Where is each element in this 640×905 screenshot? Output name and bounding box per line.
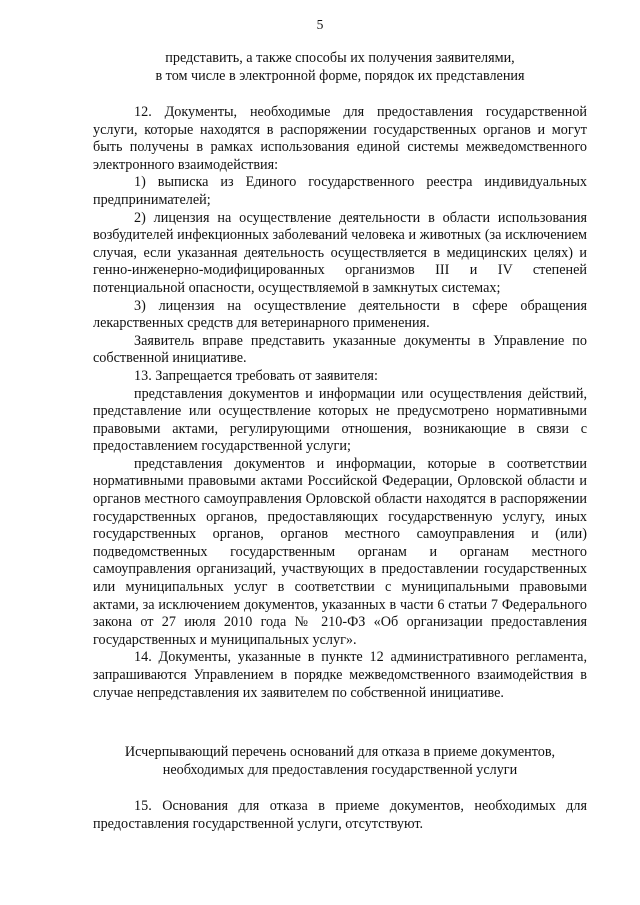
paragraph-12: 12. Документы, необходимые для предоставления государственной услуги, которые находятся в распоряжении государственных органов и могут быть получены в рамках использования единой системы межведомственного электронного взаимодействия: bbox=[93, 104, 587, 173]
page-number: 5 bbox=[316, 17, 324, 32]
paragraph-13: 13. Запрещается требовать от заявителя: bbox=[134, 367, 378, 384]
section-heading-intro bbox=[93, 50, 587, 85]
heading-line: Исчерпывающий перечень оснований для отказа в приеме документов, bbox=[124, 744, 556, 760]
paragraph-applicant-right: Заявитель вправе представить указанные документы в Управление по собственной инициативе. bbox=[93, 332, 587, 367]
paragraph-14: 14. Документы, указанные в пункте 12 административного регламента, запрашиваются Управлением в порядке межведомственного взаимодействия в случае непредставления их заявителем по собственной инициативе. bbox=[93, 649, 587, 701]
heading-line: в том числе в электронной форме, порядок их представления bbox=[155, 67, 525, 84]
section-heading-refusal bbox=[93, 744, 587, 779]
paragraph-12-item-2: 2) лицензия на осуществление деятельности в области использования возбудителей инфекционных заболеваний человека и животных (за исключением случая, если указанная деятельность осуществляется в медицинских целях) и генно-инженерно-модифицированных организмов III и IV степеней потенциальной опасности, осуществляемой в замкнутых системах; bbox=[93, 209, 587, 296]
paragraph-12-item-1: 1) выписка из Единого государственного реестра индивидуальных предпринимателей; bbox=[93, 174, 587, 208]
heading-line: представить, а также способы их получения заявителями, bbox=[165, 50, 515, 66]
paragraph-12-block bbox=[93, 104, 587, 702]
paragraph-12-item-3: 3) лицензия на осуществление деятельности в сфере обращения лекарственных средств для ветеринарного применения. bbox=[93, 297, 587, 332]
paragraph-15-block bbox=[93, 798, 587, 833]
paragraph-13-item-b: представления документов и информации, которые в соответствии нормативными правовыми актами Российской Федерации, Орловской области и органов местного самоуправления Орловской области находятся в распоряжении государственных органов, предоставляющих государственную услугу, иных государственных органов, органов местного самоуправления и (или) подведомственных государственным органам и органам местного самоуправления организаций, участвующих в предоставлении государственных или муниципальных услуг в соответствии с муниципальными правовыми актами, за исключением документов, указанных в части 6 статьи 7 Федерального закона от 27 июля 2010 года № 210-ФЗ «Об организации предоставления государственных и муниципальных услуг». bbox=[93, 455, 587, 648]
paragraph-13-item-a: представления документов и информации или осуществления действий, представление или осуществление которых не предусмотрено нормативными правовыми актами, регулирующими отношения, возникающие в связи с предоставлением государственной услуги; bbox=[93, 385, 587, 455]
heading-line: необходимых для предоставления государственной услуги bbox=[162, 761, 518, 778]
paragraph-15: 15. Основания для отказа в приеме документов, необходимых для предоставления государственной услуги, отсутствуют. bbox=[93, 798, 587, 832]
